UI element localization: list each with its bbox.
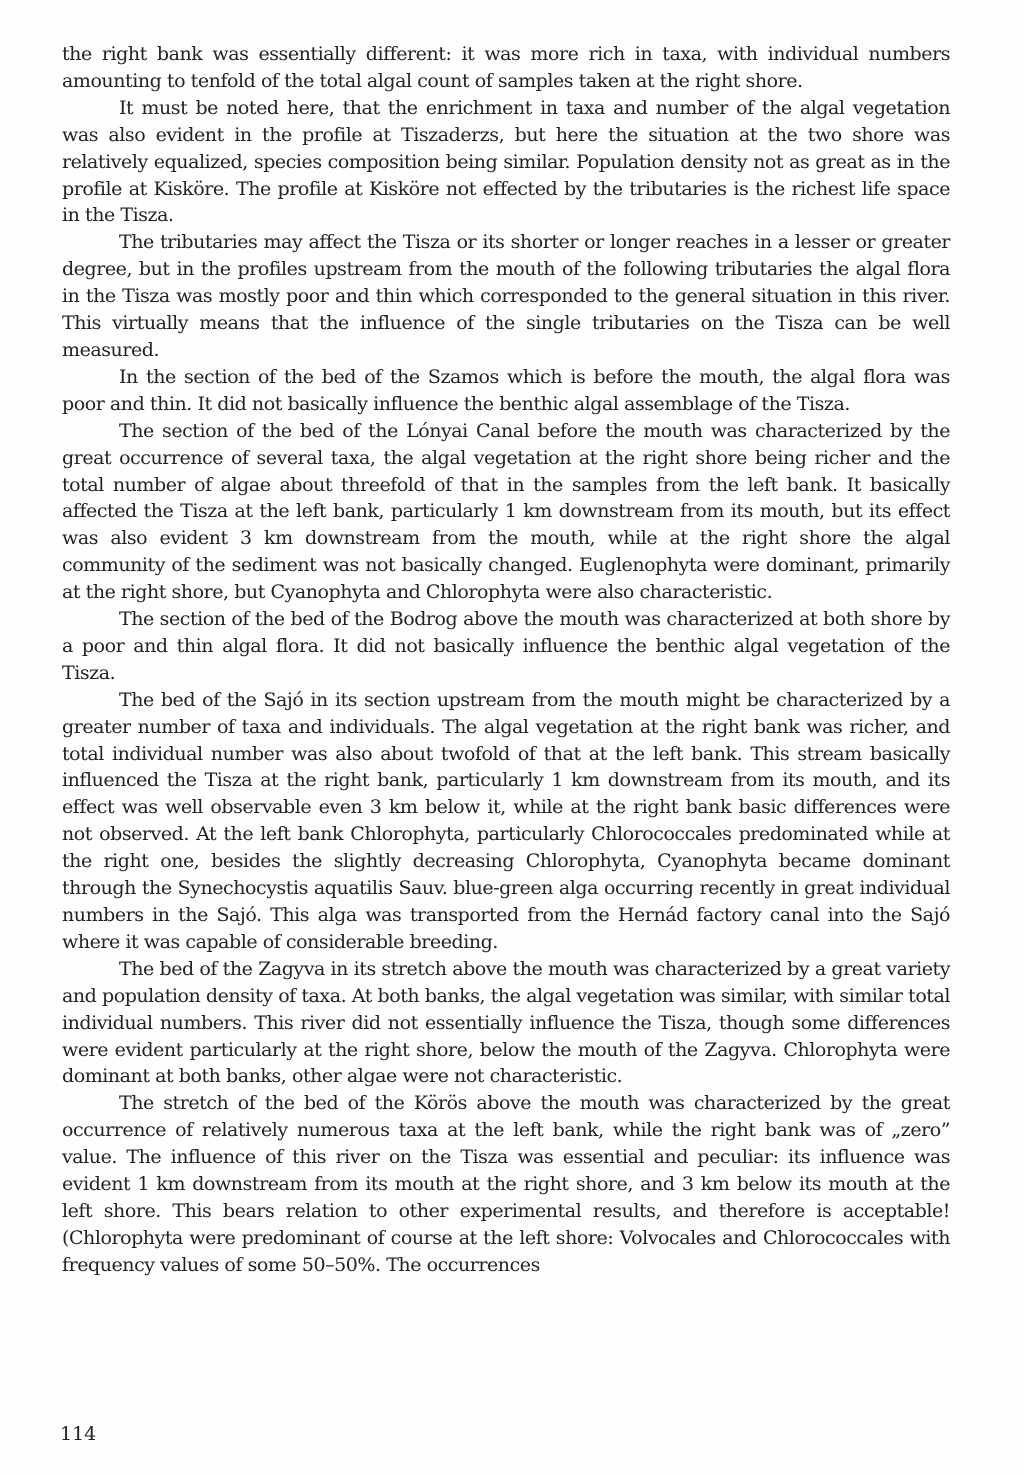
paragraph: The section of the bed of the Lónyai Canal before the mouth was characterized by the great occurrence of several taxa, the algal vegetation at the right shore being richer and the total number of algae about threefold of that in the samples from the left bank. It basically affected the Tisza at the left bank, particularly 1 km downstream from its mouth, but its effect was also evident 3 km downstream from the mouth, while at the right shore the algal community of the sediment was not basically changed. Euglenophyta were dominant, primarily at the right shore, but Cyanophyta and Chlorophyta were also characteristic. — [62, 419, 950, 604]
paragraph: It must be noted here, that the enrichment in taxa and number of the algal vegetation was also evident in the profile at Tiszaderzs, but here the situation at the two shore was relatively equalized, species composition being similar. Population density not as great as in the profile at Kisköre. The profile at Kisköre not effected by the tributaries is the richest life space in the Tisza. — [62, 96, 950, 227]
paragraph: the right bank was essentially different: it was more rich in taxa, with individual numbers amounting to tenfold of the total algal count of samples taken at the right shore. — [62, 43, 950, 92]
body-text — [62, 41, 950, 1279]
paragraph: The stretch of the bed of the Körös above the mouth was characterized by the great occurrence of relatively numerous taxa at the left bank, while the right bank was of „zero” value. The influence of this river on the Tisza was essential and peculiar: its influence was evident 1 km downstream from its mouth at the right shore, and 3 km below its mouth at the left shore. This bears relation to other experimental results, and therefore is acceptable! (Chlorophyta were predominant of course at the left shore: Volvocales and Chlorococcales with frequency values of some 50–50%. The occurrences — [62, 1092, 950, 1276]
paragraph: The bed of the Sajó in its section upstream from the mouth might be characterized by a greater number of taxa and individuals. The algal vegetation at the right bank was richer, and total individual number was also about twofold of that at the left bank. This stream basically influenced the Tisza at the right bank, particularly 1 km downstream from its mouth, and its effect was well observable even 3 km below it, while at the right bank basic differences were not observed. At the left bank Chlorophyta, particularly Chlorococcales predominated while at the right one, besides the slightly decreasing Chlorophyta, Cyanophyta became dominant through the Synechocystis aquatilis Sauv. blue-green alga occurring recently in great individual numbers in the Sajó. This alga was transported from the Hernád factory canal into the Sajó where it was capable of considerable breeding. — [62, 688, 950, 953]
paragraph: In the section of the bed of the Szamos which is before the mouth, the algal flora was poor and thin. It did not basically influence the benthic algal assemblage of the Tisza. — [62, 365, 950, 415]
paragraph: The tributaries may affect the Tisza or its shorter or longer reaches in a lesser or greater degree, but in the profiles upstream from the mouth of the following tributaries the algal flora in the Tisza was mostly poor and thin which corresponded to the general situation in this river. This virtually means that the influence of the single tributaries on the Tisza can be well measured. — [62, 231, 950, 361]
paragraph: The bed of the Zagyva in its stretch above the mouth was characterized by a great variety and population density of taxa. At both banks, the algal vegetation was similar, with similar total individual numbers. This river did not essentially influence the Tisza, though some differences were evident particularly at the right shore, below the mouth of the Zagyva. Chlorophyta were dominant at both banks, other algae were not characteristic. — [62, 957, 950, 1088]
page-number: 114 — [60, 1423, 97, 1445]
paragraph: The section of the bed of the Bodrog above the mouth was characterized at both shore by a poor and thin algal flora. It did not basically influence the benthic algal vegetation of the Tisza. — [62, 608, 950, 684]
